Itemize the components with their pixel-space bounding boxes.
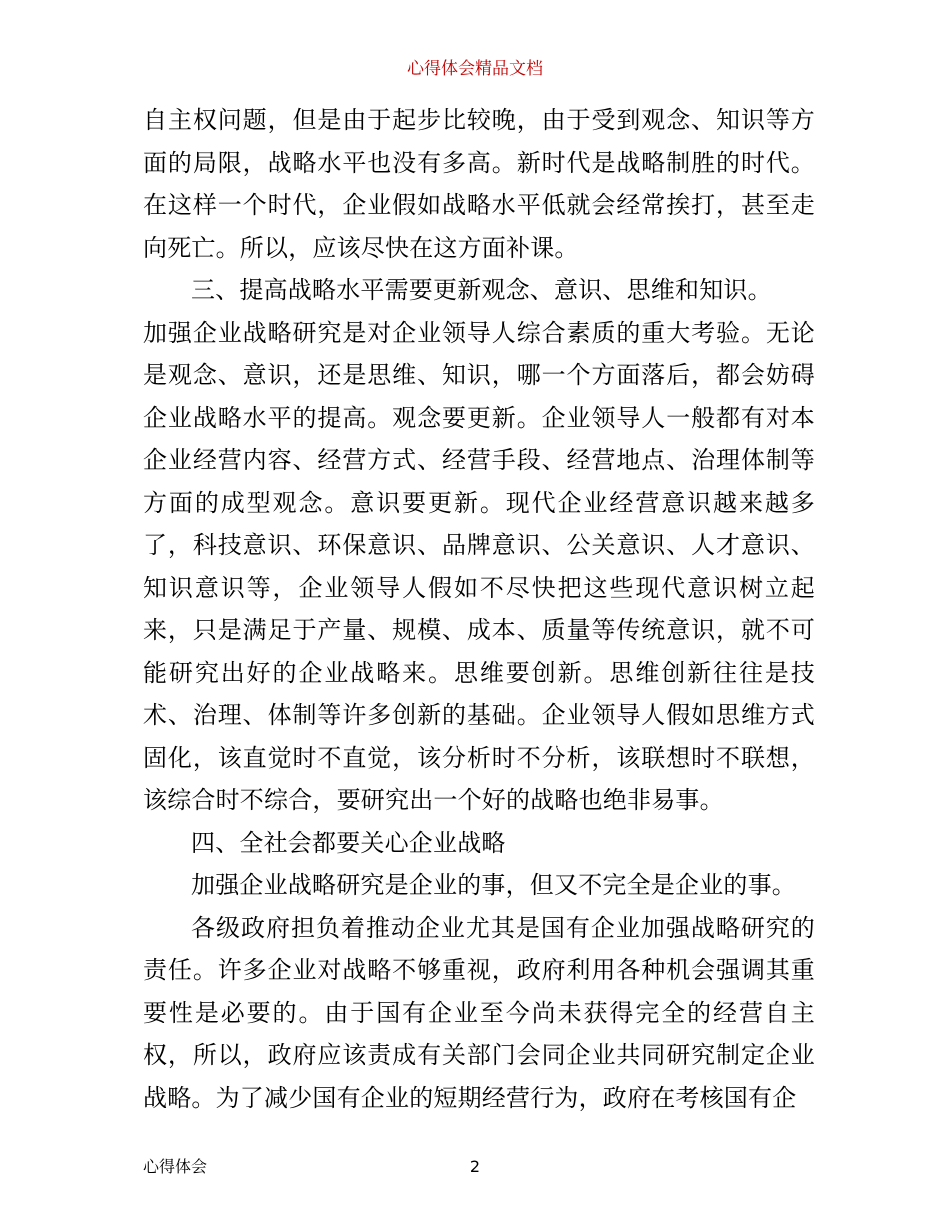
footer-label: 心得体会 [143, 1157, 208, 1176]
section-heading-3: 三、提高战略水平需要更新观念、意识、思维和知识。 [191, 276, 772, 304]
section-heading-4: 四、全社会都要关心企业战略 [191, 828, 506, 857]
page-header-title: 心得体会精品文档 [407, 59, 543, 79]
page-number: 2 [469, 1157, 481, 1176]
paragraph-2: 加强企业战略研究是对企业领导人综合素质的重大考验。无论是观念、意识，还是思维、知识，哪一个方面落后，都会妨碍企业战略水平的提高。观念要更新。企业领导人一般都有对本企业经营内容、经营方式、经营手段、经营地点、治理体制等方面的成型观念。意识要更新。现代企业经营意识越来越多了，科技意识、环保意识、品牌意识、公关意识、人才意识、知识意识等，企业领导人假如不尽快把这些现代意识树立起来，只是满足于产量、规模、成本、质量等传统意识，就不可能研究出好的企业战略来。思维要创新。思维创新往往是技术、治理、体制等许多创新的基础。企业领导人假如思维方式固化，该直觉时不直觉，该分析时不分析，该联想时不联想，该综合时不综合，要研究出一个好的战略也绝非易事。 [143, 318, 815, 814]
document-body [143, 99, 815, 1119]
paragraph-3: 加强企业战略研究是企业的事，但又不完全是企业的事。 [191, 871, 796, 899]
paragraph-1: 自主权问题，但是由于起步比较晚，由于受到观念、知识等方面的局限，战略水平也没有多高。新时代是战略制胜的时代。在这样一个时代，企业假如战略水平低就会经常挨打，甚至走向死亡。所以，应该尽快在这方面补课。 [143, 106, 815, 262]
paragraph-4: 各级政府担负着推动企业尤其是国有企业加强战略研究的责任。许多企业对战略不够重视，政府利用各种机会强调其重要性是必要的。由于国有企业至今尚未获得完全的经营自主权，所以，政府应该责成有关部门会同企业共同研究制定企业战略。为了减少国有企业的短期经营行为，政府在考核国有企 [143, 913, 815, 1112]
